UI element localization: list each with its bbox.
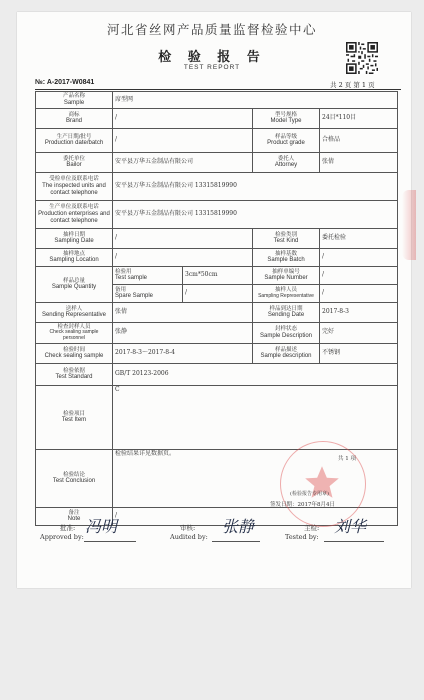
test-sample-value: 3cm*50cm <box>183 267 253 285</box>
sending-date-value: 2017-8-3 <box>320 303 398 323</box>
brand-label: 商标 Brand <box>36 109 113 129</box>
report-title-en: TEST REPORT <box>183 64 241 71</box>
test-item-total: 共 1 项 <box>338 456 356 462</box>
audited-line <box>212 541 260 542</box>
sample-condition-label: 封样状态 Sample Description <box>253 323 320 344</box>
attorney-value: 张倩 <box>320 153 398 173</box>
check-time-value: 2017-8-3～2017-8-4 <box>113 343 253 363</box>
header-rule <box>35 89 401 90</box>
audited-signature: 张静 <box>222 517 255 536</box>
tested-signature: 刘华 <box>334 517 367 536</box>
report-title: 检 验 报 告 <box>158 50 266 65</box>
audited-label-en: Audited by: <box>170 533 208 541</box>
sample-description-label: 样品描述 Sample description <box>253 343 320 363</box>
page-info: 共 2 页 第 1 页 <box>330 81 375 89</box>
row-brand <box>36 109 398 129</box>
production-date-value: / <box>113 129 253 153</box>
row-inspected-units <box>36 173 398 201</box>
sampling-location-label: 抽样地点 Sampling Location <box>36 249 113 267</box>
note-value: / <box>113 507 398 525</box>
sign-date: 签发日期：2017年8月4日 <box>270 502 335 508</box>
sampling-location-value: / <box>113 249 253 267</box>
check-sealing-person-label: 检查封样人员 Check sealing sample personnel <box>36 323 113 344</box>
row-check-sealing <box>36 323 398 344</box>
sample-number-value: / <box>320 267 398 285</box>
test-kind-value: 委托检验 <box>320 229 398 249</box>
sending-rep-value: 张倩 <box>113 303 253 323</box>
sample-quantity-label: 样品总量 Sample Quantity <box>36 267 113 303</box>
inspected-units-value: 安平县万华五金制品有限公司 13315819990 <box>113 173 398 201</box>
inspected-units-label: 受检单位及联系电话 The inspected units and contact telephone <box>36 173 113 201</box>
approved-label: 批准: <box>60 524 76 532</box>
row-production <box>36 129 398 153</box>
row-test-sample <box>36 267 398 285</box>
test-sample-label: 检验用 Test sample <box>113 267 183 285</box>
test-item-label: 检验项目 Test Item <box>36 385 113 449</box>
test-conclusion-value: 检验结果详见数据页。 <box>113 449 398 507</box>
tested-line <box>324 541 384 542</box>
model-label: 型号规格 Model Type <box>253 109 320 129</box>
test-item-value: C <box>113 385 398 449</box>
check-sealing-person-value: 张静 <box>113 323 253 344</box>
test-standard-value: GB/T 20123-2006 <box>113 363 398 385</box>
sample-value: 席型网 <box>113 92 398 109</box>
qr-code-icon <box>346 42 378 74</box>
approved-label-en: Approved by: <box>40 533 84 541</box>
row-sampling-location <box>36 249 398 267</box>
row-sampling-date <box>36 229 398 249</box>
test-standard-label: 检验依据 Test Standard <box>36 363 113 385</box>
product-grade-value: 合格品 <box>320 129 398 153</box>
row-test-item <box>36 385 398 449</box>
edge-seal-mark <box>402 190 416 260</box>
bailor-label: 委托单位 Bailor <box>36 153 113 173</box>
approved-line <box>84 541 136 542</box>
row-check-time <box>36 343 398 363</box>
tested-label-en: Tested by: <box>285 533 319 541</box>
stamp-note: (检验报告专用章) <box>290 491 329 497</box>
sampling-date-label: 抽样日期 Sampling Date <box>36 229 113 249</box>
row-production-enterprise <box>36 201 398 229</box>
center-name: 河北省丝网产品质量监督检验中心 <box>106 22 317 37</box>
spare-sample-label: 备用 Spare Sample <box>113 285 183 303</box>
row-bailor <box>36 153 398 173</box>
sample-number-label: 抽样单编号 Sample Number <box>253 267 320 285</box>
approved-signature: 冯明 <box>85 517 118 536</box>
sample-label: 产品名称 Sample <box>36 92 113 109</box>
note-label: 备注 Note <box>36 507 113 525</box>
test-kind-label: 检验类别 Test Kind <box>253 229 320 249</box>
sample-condition-value: 完好 <box>320 323 398 344</box>
row-sending <box>36 303 398 323</box>
sampling-rep-label: 抽样人员 Sampling Representative <box>253 285 320 303</box>
production-enterprise-value: 安平县万华五金制品有限公司 13315819990 <box>113 201 398 229</box>
production-date-label: 生产日期/批号 Production date/batch <box>36 129 113 153</box>
star-icon <box>301 462 343 504</box>
brand-value: / <box>113 109 253 129</box>
product-grade-label: 样品等级 Product grade <box>253 129 320 153</box>
production-enterprise-label: 生产单位及联系电话 Production enterprises and contact telephone <box>36 201 113 229</box>
row-test-standard <box>36 363 398 385</box>
sample-description-value: 不锈钢 <box>320 343 398 363</box>
attorney-label: 委托人 Attorney <box>253 153 320 173</box>
sending-date-label: 样品到达日期 Sending Date <box>253 303 320 323</box>
audited-label: 审核: <box>180 524 196 532</box>
sample-batch-label: 抽样基数 Sample Batch <box>253 249 320 267</box>
tested-label: 主检: <box>304 524 320 532</box>
sample-batch-value: / <box>320 249 398 267</box>
row-sample <box>36 92 398 109</box>
spare-sample-value: / <box>183 285 253 303</box>
report-number: №: A-2017-W0841 <box>35 79 95 86</box>
bailor-value: 安平县万华五金制品有限公司 <box>113 153 253 173</box>
test-conclusion-label: 检验结论 Test Conclusion <box>36 449 113 507</box>
model-value: 24目*110目 <box>320 109 398 129</box>
sending-rep-label: 送样人 Sending Representative <box>36 303 113 323</box>
check-time-label: 检验时间 Check sealing sample <box>36 343 113 363</box>
sampling-date-value: / <box>113 229 253 249</box>
sampling-rep-value: / <box>320 285 398 303</box>
